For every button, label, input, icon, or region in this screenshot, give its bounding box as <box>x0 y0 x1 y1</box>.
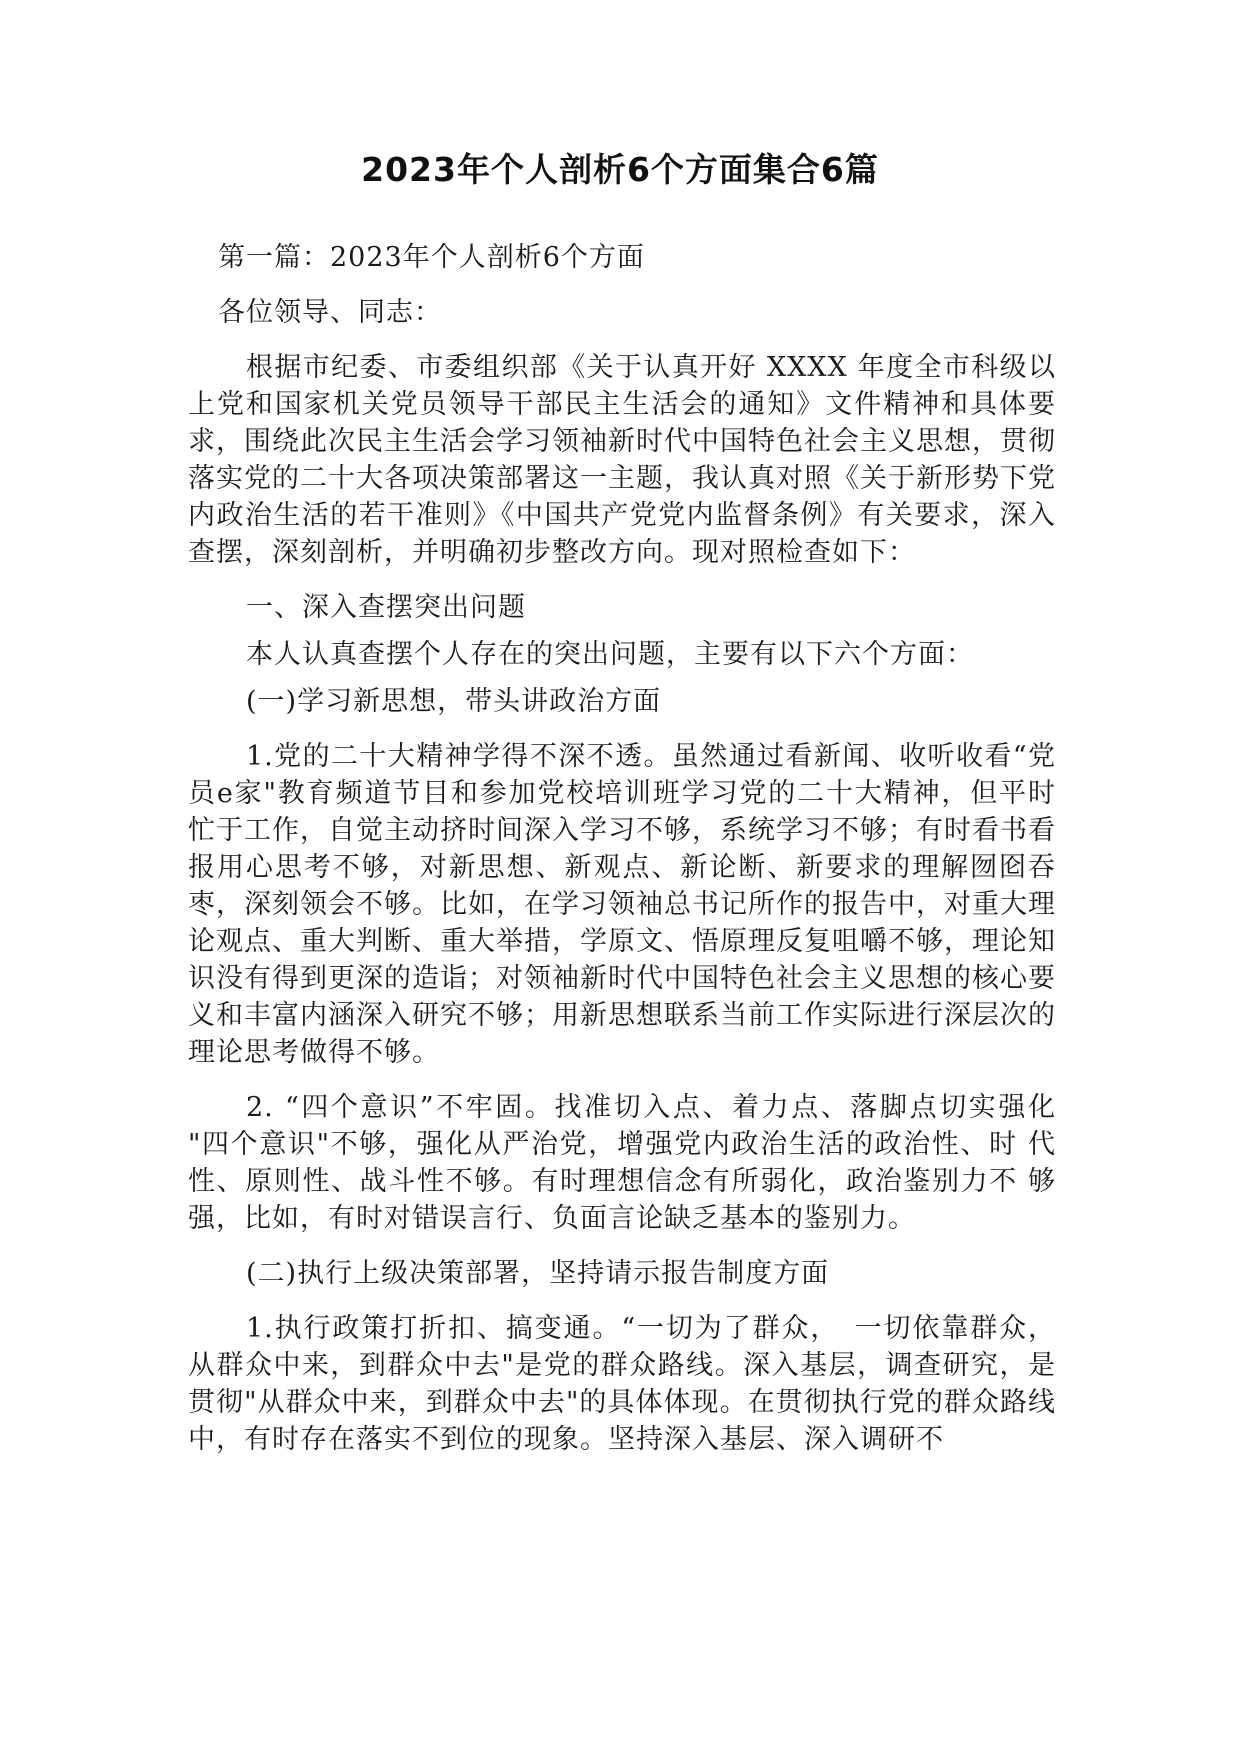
paragraph-item-1-1: 1.党的二十大精神学得不深不透。虽然通过看新闻、收听收看“党员e家"教育频道节目和参加党校培训班学习党的二十大精神，但平时忙于工作，自觉主动挤时间深入学习不够，系统学习不够；有时看书看报用心思考不够，对新思想、新观点、新论断、新要求的理解囫囵吞枣，深刻领会不够。比如，在学习领袖总书记所作的报告中，对重大理论观点、重大判断、重大举措，学原文、悟原理反复咀嚼不够，理论知识没有得到更深的造诣；对领袖新时代中国特色社会主义思想的核心要义和丰富内涵深入研究不够；用新思想联系当前工作实际进行深层次的理论思考做得不够。 <box>188 741 1056 1068</box>
subsection-heading-one: (一)学习新思想，带头讲政治方面 <box>246 686 662 717</box>
section-heading-one: 一、深入查摆突出问题 <box>246 592 526 623</box>
subsection-heading-two: (二)执行上级决策部署，坚持请示报告制度方面 <box>246 1258 830 1289</box>
chapter-heading: 第一篇：2023年个人剖析6个方面 <box>218 242 645 273</box>
document-body <box>188 239 1056 1458</box>
paragraph-item-1-2: 2. “四个意识”不牢固。找准切入点、着力点、落脚点切实强化 "四个意识"不够，强化从严治党，增强党内政治生活的政治性、时 代性、原则性、战斗性不够。有时理想信念有所弱化，政治鉴别力不 够强，比如，有时对错误言行、负面言论缺乏基本的鉴别力。 <box>188 1092 1056 1234</box>
section-one-lead: 本人认真查摆个人存在的突出问题，主要有以下六个方面： <box>246 639 974 670</box>
paragraph-intro: 根据市纪委、市委组织部《关于认真开好 XXXX 年度全市科级以上党和国家机关党员领导干部民主生活会的通知》文件精神和具体要求，围绕此次民主生活会学习领袖新时代中国特色社会主义思想，贯彻落实党的二十大各项决策部署这一主题，我认真对照《关于新形势下党内政治生活的若干准则》《中国共产党党内监督条例》有关要求，深入查摆，深刻剖析，并明确初步整改方向。现对照检查如下： <box>188 352 1056 568</box>
document-title: 2023年个人剖析6个方面集合6篇 <box>361 150 879 189</box>
paragraph-item-2-1: 1.执行政策打折扣、搞变通。“一切为了群众， 一切依靠群众，从群众中来，到群众中去"是党的群众路线。深入基层，调查研究，是贯彻"从群众中来，到群众中去"的具体体现。在贯彻执行党的群众路线中，有时存在落实不到位的现象。坚持深入基层、深入调研不 <box>188 1313 1056 1455</box>
salutation: 各位领导、同志： <box>218 297 442 328</box>
